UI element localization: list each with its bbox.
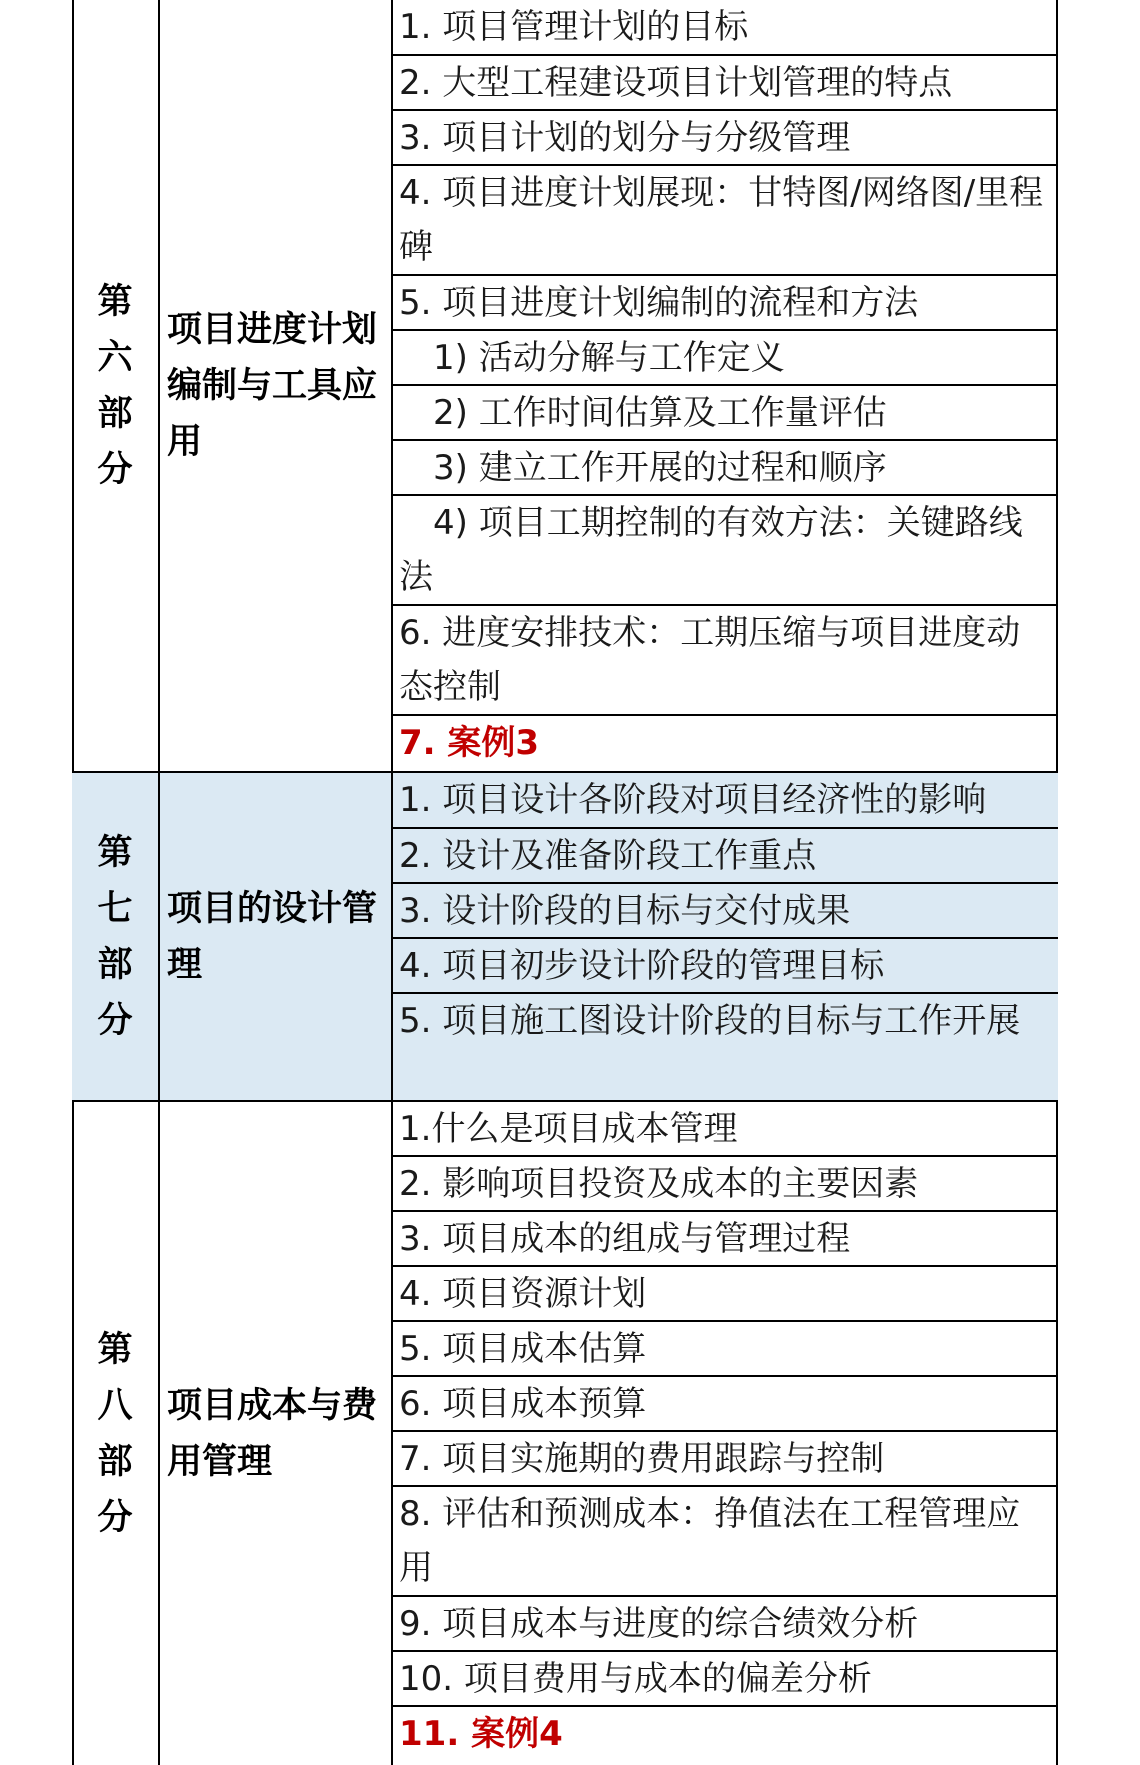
topic-item: 6. 项目成本预算: [393, 1375, 1058, 1430]
topic-item: 5. 项目成本估算: [393, 1320, 1058, 1375]
topic-item: 3. 项目计划的划分与分级管理: [393, 109, 1058, 164]
topic-item: 9. 项目成本与进度的综合绩效分析: [393, 1595, 1058, 1650]
topic-subitem: 1) 活动分解与工作定义: [393, 329, 1058, 384]
topic-item: 1.什么是项目成本管理: [399, 1109, 738, 1149]
module-title-cell: [159, 0, 392, 771]
topic-item: 3. 项目成本的组成与管理过程: [393, 1210, 1058, 1265]
topic-subitem: 3) 建立工作开展的过程和顺序: [393, 439, 1058, 494]
topic-item: 5. 项目进度计划编制的流程和方法: [393, 274, 1058, 329]
section-part-6: [72, 0, 1058, 771]
topic-item: 3. 设计阶段的目标与交付成果: [393, 882, 1058, 937]
topic-item: 7. 项目实施期的费用跟踪与控制: [393, 1430, 1058, 1485]
module-title-cell: [159, 1102, 392, 1765]
topic-item: 4. 项目资源计划: [393, 1265, 1058, 1320]
topic-subitem: 4) 项目工期控制的有效方法：关键路线法: [393, 494, 1058, 604]
part-label-cell: [72, 1102, 158, 1765]
topic-item: 2. 大型工程建设项目计划管理的特点: [393, 54, 1058, 109]
section-part-7: [72, 773, 1058, 1100]
topic-item: 1. 项目管理计划的目标: [399, 7, 749, 47]
topic-item: 8. 评估和预测成本：挣值法在工程管理应用: [393, 1485, 1058, 1595]
module-title: 项目进度计划编制与工具应用: [167, 309, 378, 462]
topic-item: 10. 项目费用与成本的偏差分析: [393, 1650, 1058, 1705]
case-study-item: 11. 案例4: [393, 1705, 1058, 1765]
module-title-cell: [159, 773, 392, 1100]
topic-item: 1. 项目设计各阶段对项目经济性的影响: [399, 780, 987, 820]
topic-subitem: 2) 工作时间估算及工作量评估: [393, 384, 1058, 439]
part-label-cell: [72, 0, 158, 771]
part-label: 第六部分: [97, 281, 133, 490]
topic-item: 4. 项目进度计划展现：甘特图/网络图/里程碑: [393, 164, 1058, 274]
topic-item: 2. 设计及准备阶段工作重点: [393, 827, 1058, 882]
module-title: 项目成本与费用管理: [167, 1385, 378, 1482]
section-part-8: [72, 1102, 1058, 1765]
case-study-item: 7. 案例3: [393, 714, 1058, 771]
topic-item: 6. 进度安排技术：工期压缩与项目进度动态控制: [393, 604, 1058, 714]
module-title: 项目的设计管理: [167, 888, 378, 985]
topic-item: 4. 项目初步设计阶段的管理目标: [393, 937, 1058, 992]
part-label-cell: [72, 773, 158, 1100]
topic-item: 5. 项目施工图设计阶段的目标与工作开展: [393, 992, 1058, 1100]
part-label: 第七部分: [97, 832, 133, 1041]
part-label: 第八部分: [97, 1329, 133, 1538]
topic-item: 2. 影响项目投资及成本的主要因素: [393, 1155, 1058, 1210]
